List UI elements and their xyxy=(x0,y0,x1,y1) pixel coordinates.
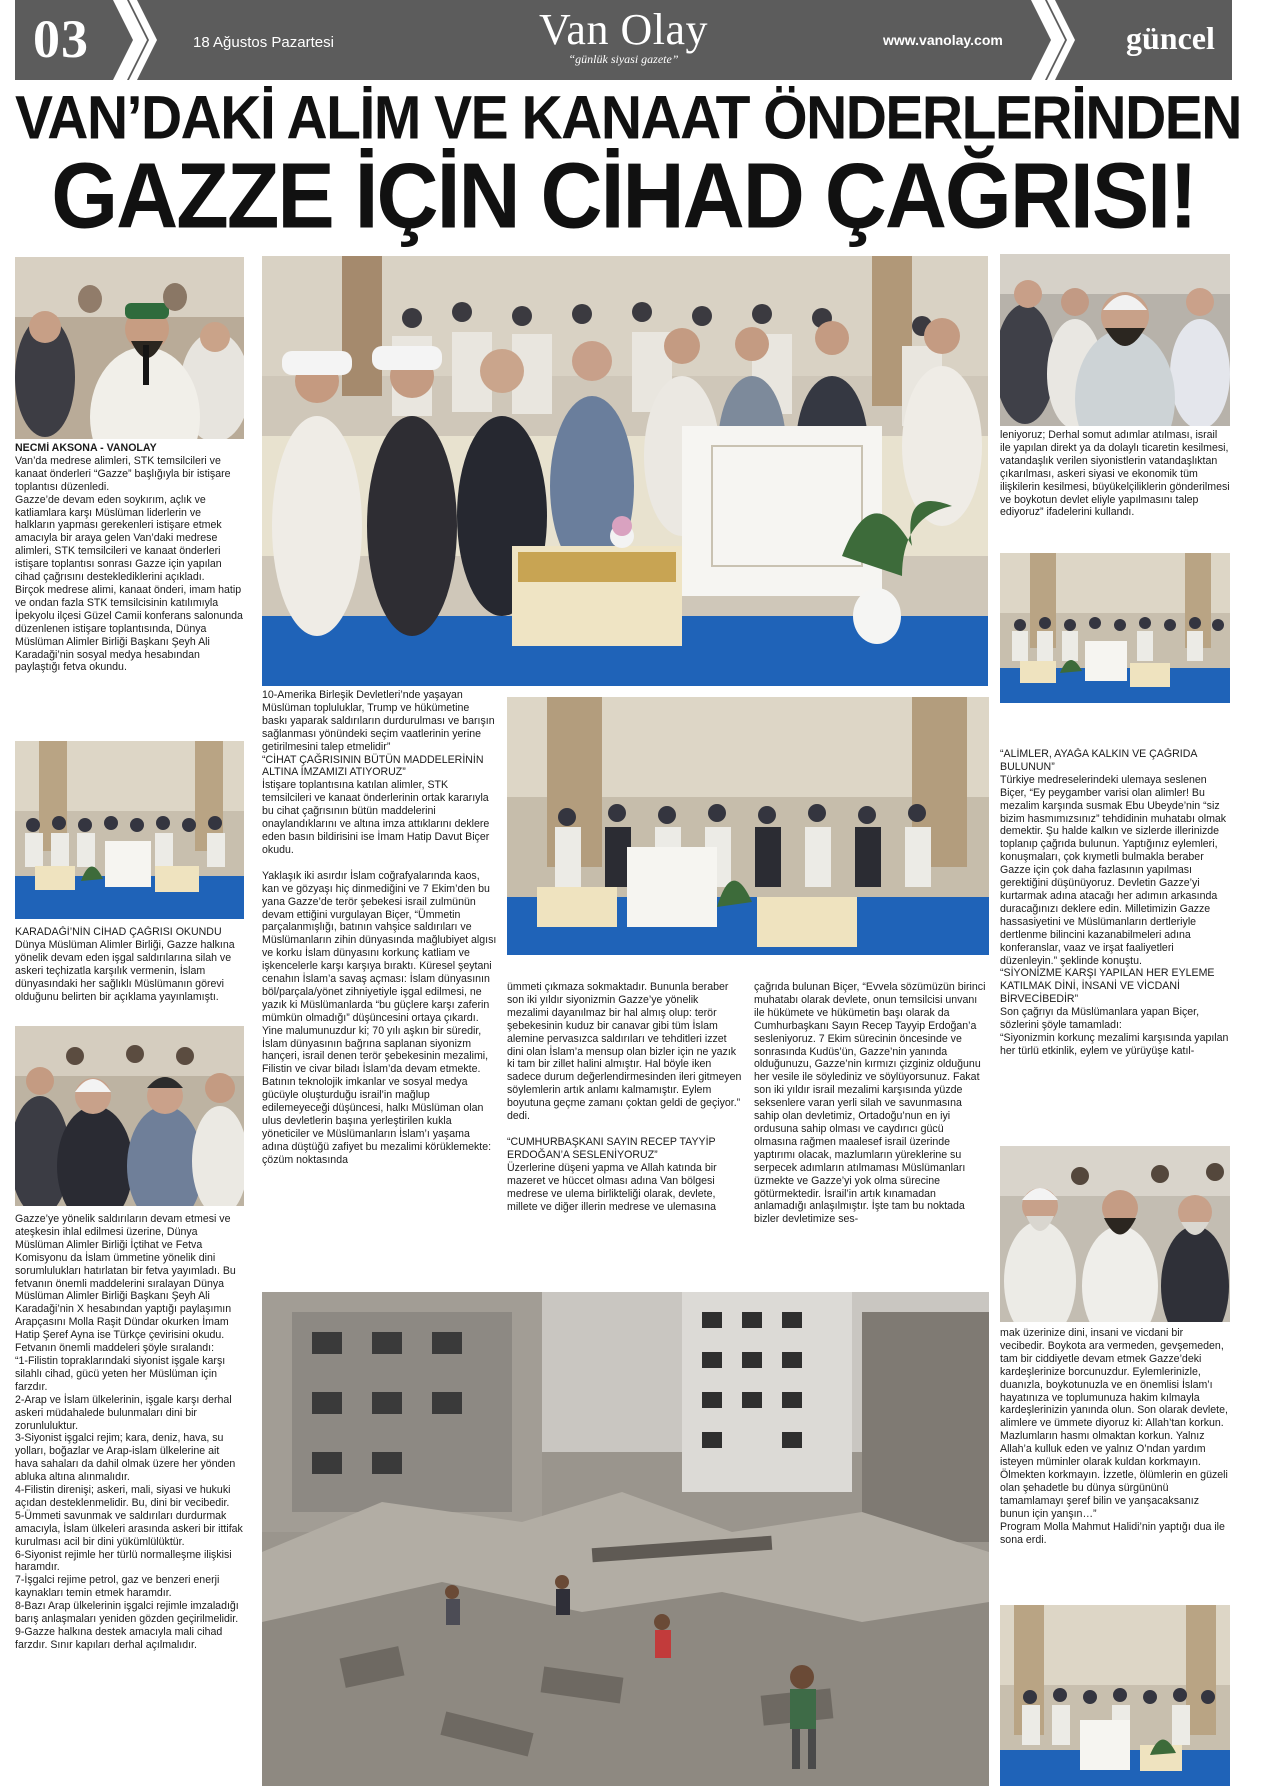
paragraph: mak üzerinize dini, insani ve vicdani bir vecibedir. Boykota ara vermeden, gevşemeden, tam bir ciddiyetle devam etmek Gazze’deki kardeşlerinize borcunuzdur. Eylemlerinizle, duanızla, boykotunuzla ve en önemlisi İslam’ı hayatınıza ve toplumunuza hakim kılmayla kardeşlerinizin yanında olun. Son olarak devlete, alimlere ve ümmete diyoruz ki: Allah’tan korkun. Mazlumların hasmı olmaktan korkun. Yalnız Allah’a kulluk eden ve yalnız O’ndan yardım isteyen müminler olarak kuldan korkmayın. Ölmekten korkmayın. İzzetle, ölümlerin en güzeli olan şehadetle bu dünya sürgününü tamamlamayı şeref bilin ve yanşacaksanız bunun için yanşın…” xyxy=(1000,1327,1228,1520)
photo-hall-center xyxy=(507,697,989,955)
photo-icon xyxy=(507,697,989,955)
column-center-c xyxy=(754,981,989,1283)
brand-logo: Van Olay xyxy=(539,5,708,54)
masthead xyxy=(15,0,1232,80)
subheading: “ALİMLER, AYAĞA KALKIN VE ÇAĞRIDA BULUNUN” xyxy=(1000,748,1197,773)
photo-icon xyxy=(1000,1605,1230,1786)
paragraph: Birçok medrese alimi, kanaat önderi, imam hatip ve ondan fazla STK temsilcisinin katılımıyla İpekyolu ilçesi Güzel Camii konferans salonunda düzenlenen istişare toplantısında, Dünya Müslüman Alimler Birliği Başkanı Şeyh Ali Karadaği’nin sosyal medya hesabından paylaştığı fetva okundu. xyxy=(15,583,243,674)
photo-attendees-top-right xyxy=(1000,254,1230,426)
chevron-right-icon xyxy=(1031,0,1075,80)
column-right-top xyxy=(1000,429,1230,547)
photo-hall-bottom-right xyxy=(1000,1605,1230,1786)
paragraph: ümmeti çıkmaza sokmaktadır. Bununla beraber son iki yıldır siyonizmin Gazze’ye yönelik mezalimi dayanılmaz bir hal almış olup: terör şebekesinin kuduz bir canavar gibi tüm İslam alemine pervasızca saldırıları ve tehditleri izzet dini olan İslam’a mensup olan bizler için ne yazık ki tam bir zillet halini almıştır. Hal böyle iken sadece durum değerlendirmesinden ileri gitmeyen söylemlerin artık anlamı kalmamıştır. Eylem boyutuna geçme zamanı çoktan geldi de geçiyor.” dedi. xyxy=(507,981,742,1123)
photo-icon xyxy=(1000,1146,1230,1322)
photo-elders xyxy=(15,1026,244,1206)
brand-slogan: “günlük siyasi gazete” xyxy=(568,52,679,66)
paragraph: Türkiye medreselerindeki ulemaya seslenen Biçer, “Ey peygamber varisi olan alimler! Bu mezalim karşında susmak Ebu Ubeyde’nin “siz bizim hasmımızsınız” tehdidinin muhatabı olmak demektir. Şu halde kalkın ve sizlerde illerinizde toplanıp çağrıda bulunun. Yaptığınız eylemleri, konuşmaları, çok kıymetli bulmakla beraber Gazze için çok daha fazlasının yapılması gerektiğini düşünüyoruz. Devletin Gazze’yi kurtarmak adına atacağı her adımın arkasında duracağınızı deklere edin. Milletimizin Gazze hassasiyetini ve Müslümanların dertleriyle dertlenme bilincini kazanabilmeleri adına konferanslar, vaaz ve irşat faaliyetleri düzenleyin.” şeklinde konuştu. xyxy=(1000,773,1227,967)
paragraph: “Siyonizmin korkunç mezalimi karşısında yapılan her türlü etkinlik, eylem ve yürüyüşe katıl- xyxy=(1000,1031,1229,1057)
photo-icon xyxy=(262,256,988,686)
list-item: 5-Ümmeti savunmak ve saldırıları durdurmak amacıyla, İslam ülkeleri arasında askeri bir ittifak kurulması acil bir dini yükümlülüktür. xyxy=(15,1509,243,1548)
list-item: 2-Arap ve İslam ülkelerinin, işgale karşı derhal askeri müdahalede bulunmaları dini bir zorunluluktur. xyxy=(15,1393,232,1432)
subheading: KARADAĞİ’NİN CİHAD ÇAĞRISI OKUNDU xyxy=(15,926,222,938)
paragraph: leniyoruz; Derhal somut adımlar atılması, israil ile yapılan direkt ya da dolaylı ticaretin kesilmesi, vatandaşlık verilen siyonistlerin vatandaşlıktan çıkarılması, askeri siyasi ve ekonomik tüm ilişkilerin kesilmesi, büyükelçiliklerin gönderilmesi ve boykotun devlet eliyle yapılmasını talep ediyoruz” ifadelerini kullandı. xyxy=(1000,429,1230,519)
paragraph: İstişare toplantısına katılan alimler, STK temsilcileri ve kanaat önderlerinin ortak kararıyla bu cihat çağrısının bütün maddelerini onaylandıklarını ve altına imza attıklarını deklere eden basın bildirisini ise İmam Hatip Davut Biçer okudu. xyxy=(262,779,490,856)
photo-hall-right xyxy=(1000,553,1230,703)
photo-gaza-rubble xyxy=(262,1292,989,1786)
issue-date: 18 Ağustos Pazartesi xyxy=(193,34,334,51)
photo-hall-left xyxy=(15,741,244,919)
paragraph: Yaklaşık iki asırdır İslam coğrafyalarında kaos, kan ve gözyaşı hiç dinmediğini ve 7 Ekim’den bu yana Gazze’de terör şebekesi israil zulmünün devam ettiğini vurgulayan Biçer, “Ümmetin parçalanmışlığı, batının vahşice saldırıları ve Müslümanların zihin dünyasında mağlubiyet algısı ve korku İslam dünyasını korkunç katliam ve işkencelerle karşı karşıya bıraktı. Küresel şeytani cenahın İslam’a savaş açması: İslam dünyasının böl/parçala/yönet zihniyetiyle işgal edilmesi, ne yazık ki Müslümanlarda “bu güçlere karşı zaferin mümkün olmadığı” düşüncesini ortaya çıkardı. Yine malumunuzdur ki; 70 yılı aşkın bir süredir, İslam dünyasının bağrına saplanan siyonizm hançeri, israil denen terör şebekesinin mezalimi, Filistin ve civar biladı İslam’da devam etmekte. Batının teknolojik imkanlar ve sosyal medya gücüyle oluşturduğu israil’in mağlup edilemeyeceği düşüncesi, halkı Müslüman olan ulus devletlerin başına yerleştirilen kukla yöneticiler ve Müslümanların İslam’ı yaşama adına düştüğü zafiyet bu mezalimi körüklemekte: çözüm noktasında xyxy=(262,869,497,1166)
photo-icon xyxy=(15,741,244,919)
list-item: 8-Bazı Arap ülkelerinin işgalci rejimle imzaladığı barış anlaşmaları yeniden gözden geçirilmelidir. xyxy=(15,1600,239,1626)
paragraph: Gazze’de devam eden soykırım, açlık ve katliamlara karşı Müslüman liderlerin ve halkların yapması gerekenleri istişare etmek amacıyla bir araya gelen Van’daki medrese alimleri, STK temsilcileri ve kanaat önderleri istişare toplantısı sonrası Gazze için yapılan cihad çağrısını desteklediklerini açıkladı. xyxy=(15,493,222,584)
paragraph: Van’da medrese alimleri, STK temsilcileri ve kanaat önderleri “Gazze” başlığıyla bir istişare toplantısı düzenledi. xyxy=(15,454,231,493)
photo-attendees-right xyxy=(1000,1146,1230,1322)
byline: NECMİ AKSONA - VANOLAY xyxy=(15,442,157,454)
column-left-mid xyxy=(15,926,244,1022)
column-center-b xyxy=(507,981,742,1283)
photo-icon xyxy=(15,1026,244,1206)
photo-icon xyxy=(1000,254,1230,426)
list-item: 6-Siyonist rejimle her türlü normalleşme ilişkisi haramdır. xyxy=(15,1548,232,1574)
list-item: 3-Siyonist işgalci rejim; kara, deniz, hava, su yolları, boğazlar ve Arap-islam ülkelerine ait hava sahaları da dahil olmak üzere her yönden abluka altına alınmalıdır. xyxy=(15,1432,236,1484)
section-tag xyxy=(1102,0,1232,80)
headline-top: VAN’DAKİ ALİM VE KANAAT ÖNDERLERİNDEN xyxy=(15,83,1241,153)
photo-main-prayer xyxy=(262,256,988,686)
list-item: 7-İşgalci rejime petrol, gaz ve benzeri enerji kaynakları temin etmek haramdır. xyxy=(15,1574,220,1600)
photo-icon xyxy=(1000,553,1230,703)
paragraph: Gazze’ye yönelik saldırıların devam etmesi ve ateşkesin ihlal edilmesi üzerine, Dünya Müslüman Alimler Birliği İçtihat ve Fetva Komisyonu da İslam ümmetine yönelik dini sorumlulukları hatırlatan bir fetva yayımladı. Bu fetvanın önemli maddelerini sıralayan Dünya Müslüman Alimler Birliği Başkanı Şeyh Ali Karadaği’nin X hesabından yaptığı paylaşımın Arapçasını Molla Raşit Dündar okurken İmam Hatip Şeref Ayna ise Türkçe çevirisini okudu. xyxy=(15,1213,236,1342)
column-left-bottom xyxy=(15,1213,244,1786)
subheading: “SİYONİZME KARŞI YAPILAN HER EYLEME KATILMAK DİNİ, İNSANİ VE VİCDANİ BİRVECİBEDİR” xyxy=(1000,967,1215,1006)
section-label: güncel xyxy=(1126,20,1215,56)
column-right-bottom xyxy=(1000,1327,1230,1601)
paragraph: Üzerlerine düşeni yapma ve Allah katında bir mazeret ve hüccet olması adına Van bölgesi medrese ve ulema birlikteliği olarak, devlete, millete ve diğer illerin medrese ve ulemasına xyxy=(507,1161,717,1213)
column-right-mid xyxy=(1000,748,1230,1140)
paragraph: Son çağrıyı da Müslümanlara yapan Biçer, sözlerini şöyle tamamladı: xyxy=(1000,1006,1200,1032)
list-item: 9-Gazze halkına destek amacıyla mali cihad farzdır. Sınır kapıları derhal açılmalıdır. xyxy=(15,1626,223,1651)
page-number: 03 xyxy=(33,9,89,69)
list-item: “1-Filistin topraklarındaki siyonist işgale karşı silahlı cihad, gücü yeten her Müslüman için farzdır. xyxy=(15,1354,226,1393)
website-link[interactable]: www.vanolay.com xyxy=(883,32,1003,48)
headline-main: GAZZE İÇİN CİHAD ÇAĞRISI! xyxy=(51,144,1196,248)
subheading: “CİHAT ÇAĞRISININ BÜTÜN MADDELERİNİN ALTINA İMZAMIZI ATIYORUZ” xyxy=(262,753,484,779)
photo-icon xyxy=(262,1292,989,1786)
subheading: “CUMHURBAŞKANI SAYIN RECEP TAYYİP ERDOĞAN’A SESLENİYORUZ” xyxy=(507,1135,716,1161)
paragraph: Dünya Müslüman Alimler Birliği, Gazze halkına yönelik devam eden işgal saldırılarına silah ve askeri teçhizatla karşılık vermenin, İslam dünyasındaki her sağlıklı Müslümanın görevi olduğunu belirten bir açıklama yayınlamıştı. xyxy=(15,938,235,1003)
paragraph: 10-Amerika Birleşik Devletleri’nde yaşayan Müslüman topluluklar, Trump ve hükümetine baskı yaparak saldırıların durdurulması ve barışın sağlanması yönündeki seçim vaatlerinin yerine getirilmesini talep etmelidir” xyxy=(262,689,495,753)
paragraph: çağrıda bulunan Biçer, “Evvela sözümüzün birinci muhatabı olarak devlete, onun temsilcisi unvanı ile hükümete ve hükümetin başı olarak da Cumhurbaşkanı Sayın Recep Tayyip Erdoğan’a sesleniyoruz. 7 Ekim sürecinin öncesinde ve sonrasında Kudüs’ün, Gazze’nin yanında olduğunuzu, Gazze’nin kırmızı çizginiz olduğunu her vesile ile söylediniz ve söylüyorsunuz. Fakat son iki yıldır israil mezalimi karşısında yüzde seksenlere varan yerli silah ve savunmasına sahip olan devletimiz, Ortadoğu’nun en iyi ordusuna sahip olması ve caydırıcı gücü olmasına rağmen maalesef israil üzerinde yaptırımı olacak, mazlumların yüreklerine su serpecek adımların atılmaması Müslümanları üzmekte ve Gazze’yi yok olma sürecine götürmektedir. İsrail’in artık kınamadan anlamadığı anlaşılmıştır. İşte tam bu noktada bizler devletimize ses- xyxy=(754,981,986,1226)
photo-speaker xyxy=(15,257,244,439)
paragraph: Fetvanın önemli maddeleri şöyle sıralandı: xyxy=(15,1342,215,1355)
list-item: 4-Filistin direnişi; askeri, mali, siyasi ve hukuki açıdan desteklenmelidir. Bu, dini bir vecibedir. xyxy=(15,1484,231,1509)
column-center-a xyxy=(262,689,497,1283)
paragraph: Program Molla Mahmut Halidi’nin yaptığı dua ile sona erdi. xyxy=(1000,1520,1225,1546)
column-left-top xyxy=(15,442,244,738)
photo-icon xyxy=(15,257,244,439)
